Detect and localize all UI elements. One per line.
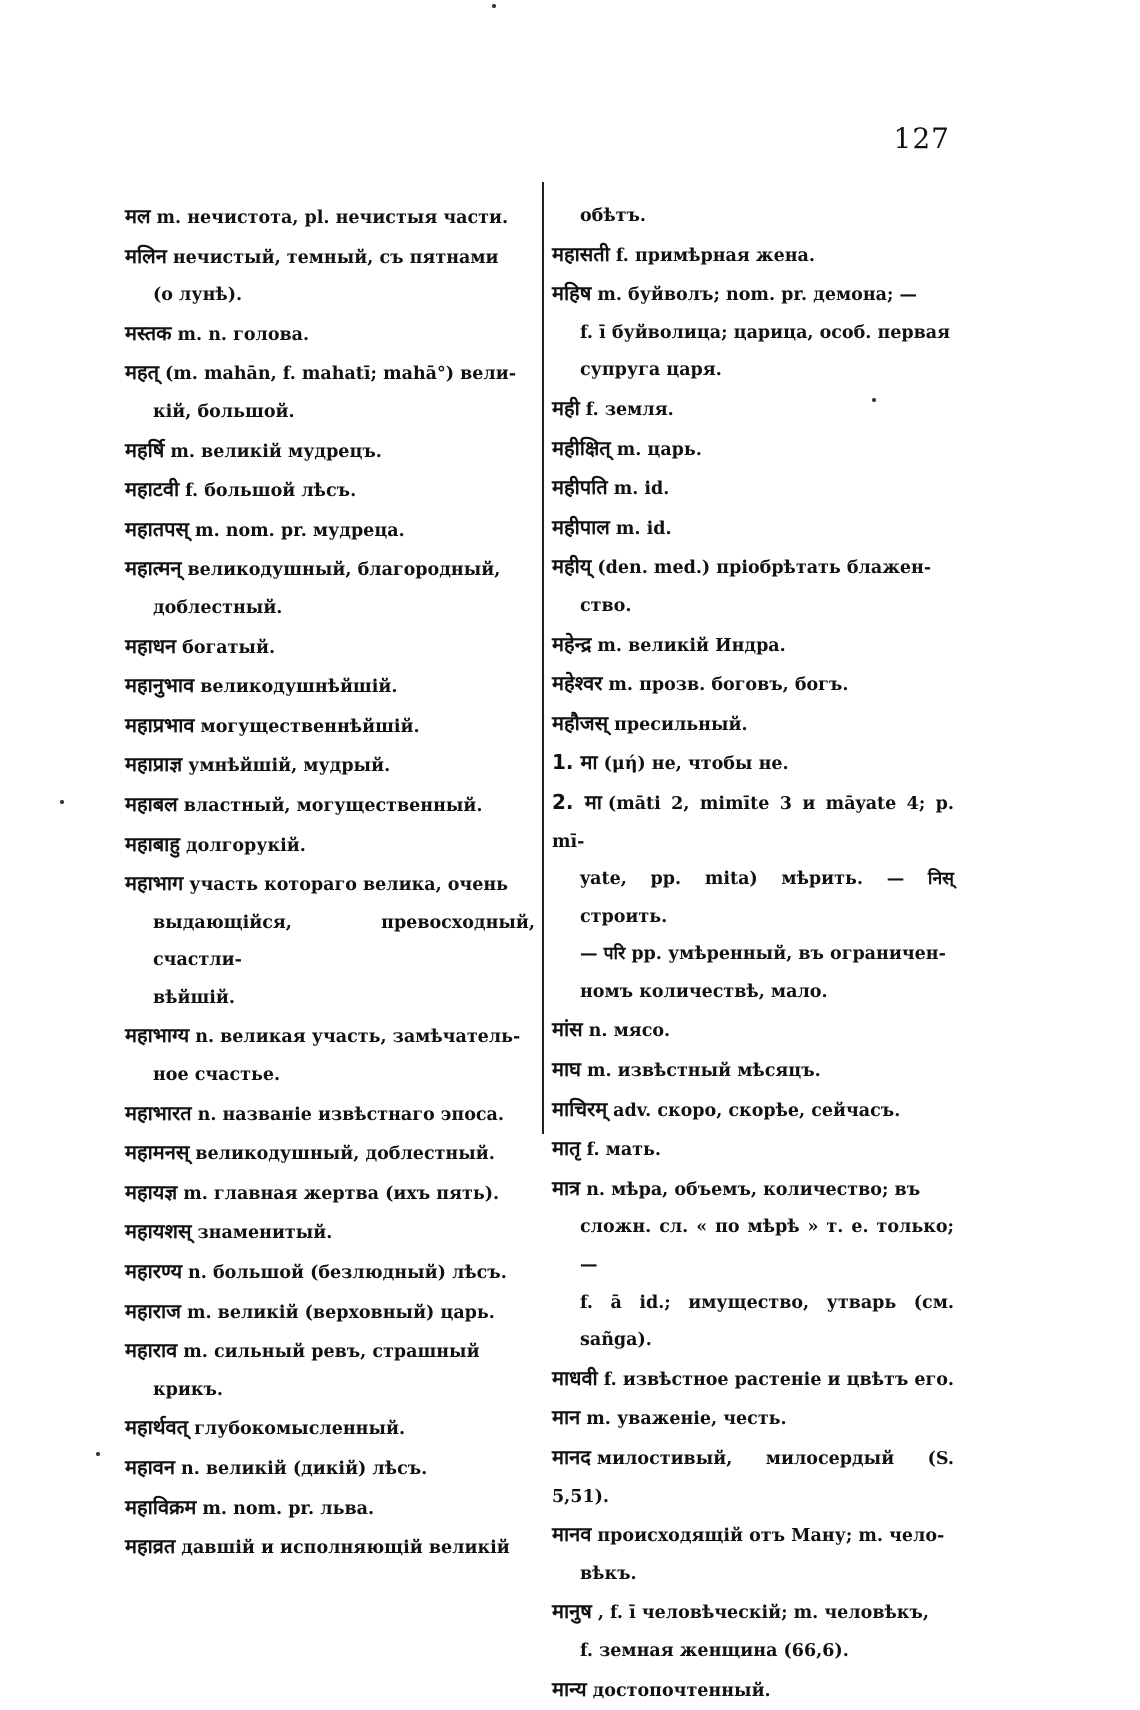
headword: मान्य [552,1676,587,1701]
dictionary-entry [125,432,535,472]
dictionary-entry [125,1293,535,1333]
dictionary-entry [125,1253,535,1293]
definition-line: вѣйшій. [153,987,235,1008]
dictionary-entry [125,786,535,826]
headword: महत् [125,360,159,385]
headword: मानद [552,1445,591,1469]
headword: महीक्षित् [552,435,611,460]
dictionary-entry [125,628,535,668]
right-column [552,198,954,1710]
headword: महीय् [552,554,592,579]
dictionary-entry [552,390,954,430]
dictionary-entry [552,430,954,470]
headword: महानुभाव [125,673,195,698]
dictionary-entry [125,667,535,707]
headword: महाभाग्य [125,1023,190,1048]
definition-line: великодушный, благородный, [187,560,501,581]
headword: महाभारत [125,1100,192,1125]
dictionary-entry [552,1170,954,1360]
definition-line: происходящій отъ Ману; m. чело- [597,1526,945,1547]
definition-line: достопочтенный. [592,1680,771,1701]
definition-line: (māti 2, mimīte 3 и māyate 4; p. mī- [552,793,954,852]
definition-line: f. ī буйволица; царица, особ. первая [580,322,951,343]
headword: महाराज [125,1298,181,1323]
dictionary-entry [125,1528,535,1568]
headword: मात्र [552,1175,581,1200]
dictionary-entry [125,1409,535,1449]
headword: मान [552,1405,581,1430]
headword: महाधन [125,633,177,658]
headword: महाभाग [125,871,184,896]
headword: माधवी [552,1365,598,1390]
definition-line: (m. mahān, f. mahatī; mahā°) вели- [164,364,517,385]
headword: महेन्द्र [552,631,592,656]
headword: महासती [552,241,610,266]
left-column [125,198,535,1568]
dictionary-entry [552,626,954,666]
dictionary-entry [552,1360,954,1400]
definition-line: сложн. сл. « по мѣрѣ » т. е. только; — [580,1217,954,1276]
definition-line: m. уваженіе, честь. [586,1409,787,1430]
definition-line: — परि pp. умѣренный, въ ограничен- [580,944,946,965]
headword: मानव [552,1522,592,1547]
dictionary-entry [125,315,535,355]
dictionary-entry [125,707,535,747]
headword: माचिरम् [552,1096,608,1121]
dictionary-entry [125,471,535,511]
definition-line: m. великій мудрецъ. [170,441,382,462]
headword: महामनस् [125,1140,190,1165]
definition-line: глубокомысленный. [194,1419,406,1440]
definition-line: долгорукій. [185,835,306,856]
definition-line: n. названіе извѣстнаго эпоса. [197,1104,504,1125]
dictionary-entry [125,1449,535,1489]
definition-line: m. n. голова. [177,324,310,345]
headword: महारण्य [125,1259,183,1284]
dictionary-entry [552,275,954,390]
definition-line: m. прозв. боговъ, богъ. [608,675,849,696]
dictionary-entry [125,198,535,238]
dictionary-entry [552,665,954,705]
definition-line: ное счастье. [153,1065,281,1086]
headword: महाराव [125,1338,178,1363]
headword: 1. मा [552,750,598,775]
definition-line: крикъ. [153,1379,224,1400]
dictionary-entry [552,509,954,549]
dictionary-entry [125,1332,535,1409]
definition-line: m. nom. pr. мудреца. [195,520,405,541]
headword: मलिन [125,243,167,268]
definition-line: вѣкъ. [580,1563,637,1584]
definition-line: , f. ī человѣческій; m. человѣкъ, [597,1603,929,1624]
definition-line: n. мѣра, объемъ, количество; въ [586,1179,921,1200]
headword: मांस [552,1017,583,1042]
dictionary-entry [552,198,954,236]
definition-line: f. ā id.; имущество, утварь (см. sañga). [580,1292,954,1351]
headword: महाविक्रम [125,1494,197,1519]
headword: मही [552,395,580,420]
headword: महार्थवत् [125,1415,189,1440]
definition-line: (μή) не, чтобы не. [603,754,789,775]
definition-line: f. большой лѣсъ. [185,481,357,502]
headword: महेश्वर [552,671,603,696]
headword: महाबाहु [125,831,180,856]
definition-line: m. великій Индра. [597,635,786,656]
dictionary-entry [125,1134,535,1174]
dictionary-entry [552,548,954,625]
headword: महाप्राज्ञ [125,752,183,777]
headword: महातपस् [125,516,190,541]
definition-line: ство. [580,595,632,616]
scan-speck [492,4,496,8]
definition-line: f. мать. [586,1140,661,1161]
definition-line: f. извѣстное растеніе и цвѣтъ его. [603,1369,954,1390]
definition-line: m. великій (верховный) царь. [186,1302,495,1323]
definition-line: знаменитый. [197,1223,333,1244]
dictionary-entry [552,784,954,1012]
dictionary-entry [125,550,535,627]
definition-line: n. великій (дикій) лѣсъ. [180,1459,428,1479]
headword: महिष [552,281,592,306]
headword: महात्मन् [125,556,182,581]
definition-line: властный, могущественный. [183,795,483,816]
definition-line: m. nom. pr. льва. [202,1498,375,1519]
definition-line: m. сильный ревъ, страшный [183,1342,480,1363]
dictionary-entry [125,238,535,315]
definition-line: f. примѣрная жена. [615,245,815,266]
dictionary-entry [125,1489,535,1529]
page-number: 127 [893,122,950,155]
headword: मातृ [552,1136,581,1161]
definition-line: кій, большой. [153,401,295,422]
definition-line: m. царь. [616,439,702,460]
dictionary-entry [125,511,535,551]
column-divider [542,182,544,1134]
definition-line: номъ количествѣ, мало. [580,981,828,1002]
definition-line: m. буйволъ; nom. pr. демона; — [597,285,918,306]
definition-line: участь котораго велика, очень [189,875,509,896]
dictionary-entry [125,1095,535,1135]
definition-line: yate, pp. mita) мѣрить. — निस् строить. [580,869,954,927]
definition-line: m. id. [615,518,672,539]
scan-speck [96,1452,100,1456]
headword: महायज्ञ [125,1179,178,1204]
headword: महर्षि [125,437,165,462]
dictionary-entry [552,744,954,784]
dictionary-entry [552,705,954,745]
definition-line: милостивый, милосердый (S. 5,51). [552,1449,954,1507]
headword: मस्तक [125,320,172,345]
dictionary-entry [125,1017,535,1094]
definition-line: f. земная женщина (66,6). [580,1640,849,1661]
definition-line: m. id. [613,479,670,500]
definition-line: adv. скоро, скорѣе, сейчасъ. [613,1100,901,1121]
dictionary-entry [552,469,954,509]
definition-line: (den. med.) пріобрѣтать блажен- [597,558,932,579]
definition-line: обѣтъ. [580,206,647,226]
headword: मल [125,204,151,228]
dictionary-entry [125,354,535,431]
definition-line: n. мясо. [588,1021,671,1042]
definition-line: m. главная жертва (ихъ пять). [183,1183,500,1204]
scan-speck [60,800,64,804]
definition-line: доблестный. [153,597,283,618]
scan-speck [872,398,876,402]
dictionary-entry [552,1671,954,1710]
dictionary-entry [552,1091,954,1131]
headword: महाटवी [125,477,180,502]
headword: 2. मा [552,789,602,814]
definition-line: богатый. [182,637,276,658]
dictionary-entry [552,1399,954,1439]
definition-line: давшій и исполняющій великій [181,1538,510,1559]
definition-line: выдающійся, превосходный, счастли- [153,912,535,971]
headword: महौजस् [552,710,609,735]
dictionary-entry [552,236,954,276]
dictionary-entry [552,1516,954,1593]
definition-line: супруга царя. [580,360,722,381]
dictionary-entry [552,1439,954,1516]
headword: महाप्रभाव [125,712,195,737]
dictionary-entry [552,1130,954,1170]
headword: महावन [125,1455,175,1479]
dictionary-entry [552,1011,954,1051]
dictionary-entry [552,1051,954,1091]
dictionary-entry [552,1593,954,1670]
dictionary-entry [125,865,535,1017]
definition-line: n. большой (безлюдный) лѣсъ. [188,1263,507,1284]
headword: महीपाल [552,514,610,539]
headword: माघ [552,1057,581,1082]
headword: मानुष [552,1599,592,1624]
definition-line: f. земля. [585,399,674,420]
definition-line: (о лунѣ). [153,285,243,306]
dictionary-entry [125,1213,535,1253]
headword: महायशस् [125,1219,192,1244]
definition-line: великодушный, доблестный. [195,1144,495,1165]
dictionary-entry [125,826,535,866]
dictionary-entry [125,1174,535,1214]
dictionary-entry [125,746,535,786]
headword: महाबल [125,791,178,816]
definition-line: великодушнѣйшій. [200,677,398,698]
definition-line: могущественнѣйшій. [200,716,420,737]
definition-line: умнѣйшій, мудрый. [188,756,391,777]
definition-line: m. извѣстный мѣсяцъ. [586,1061,821,1082]
definition-line: n. великая участь, замѣчатель- [195,1027,521,1048]
headword: महीपति [552,475,608,500]
definition-line: пресильный. [614,714,748,735]
definition-line: m. нечистота, pl. нечистыя части. [156,208,509,228]
definition-line: нечистый, темный, съ пятнами [172,247,499,268]
headword: महाव्रत [125,1534,176,1559]
